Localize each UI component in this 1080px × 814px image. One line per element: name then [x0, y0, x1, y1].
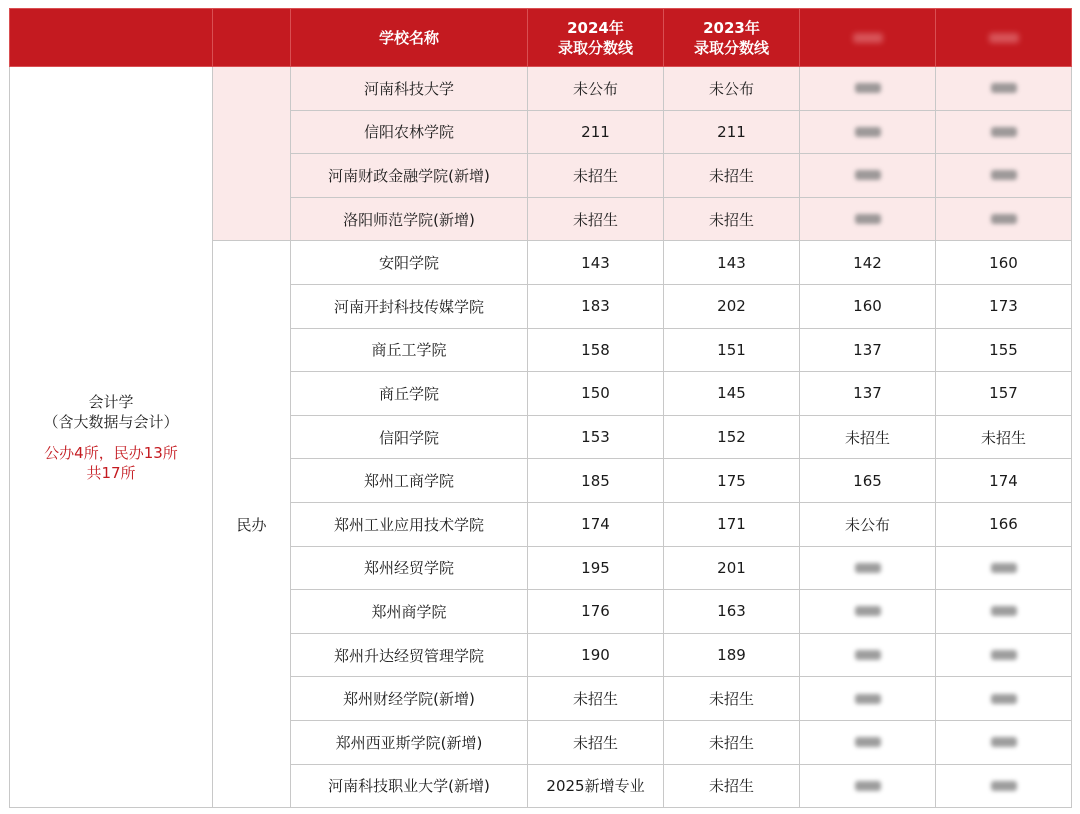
school-name-cell: 郑州工业应用技术学院 — [291, 502, 528, 546]
table-body — [10, 67, 1072, 808]
table-row — [10, 67, 1072, 111]
score-2022-cell — [800, 720, 936, 764]
score-2024-cell: 211 — [528, 110, 664, 154]
blurred-mark — [991, 214, 1017, 224]
header-2021-blurred — [936, 9, 1072, 67]
header-2024-year: 2024年 — [567, 18, 624, 37]
school-name-cell: 郑州工商学院 — [291, 459, 528, 503]
score-2021-cell: 174 — [936, 459, 1072, 503]
score-2022-cell: 165 — [800, 459, 936, 503]
blurred-mark — [853, 33, 883, 43]
score-2024-cell: 190 — [528, 633, 664, 677]
score-2021-cell — [936, 633, 1072, 677]
major-note-line: 公办4所，民办13所 — [44, 443, 178, 462]
blurred-mark — [855, 737, 881, 747]
score-2024-cell: 176 — [528, 590, 664, 634]
blurred-mark — [855, 127, 881, 137]
score-2022-cell: 未公布 — [800, 502, 936, 546]
blurred-mark — [991, 781, 1017, 791]
score-2023-cell: 145 — [664, 372, 800, 416]
major-name-line: 会计学 — [88, 392, 134, 411]
blurred-mark — [989, 33, 1019, 43]
school-name-cell: 郑州商学院 — [291, 590, 528, 634]
blurred-mark — [855, 563, 881, 573]
major-cell — [10, 67, 213, 808]
private-group-label: 民办 — [213, 241, 291, 808]
header-2023-year: 2023年 — [703, 18, 760, 37]
blurred-mark — [991, 170, 1017, 180]
score-2021-cell — [936, 110, 1072, 154]
score-2024-cell: 195 — [528, 546, 664, 590]
school-name-cell: 河南科技职业大学(新增) — [291, 764, 528, 808]
score-2022-cell — [800, 633, 936, 677]
blurred-mark — [991, 563, 1017, 573]
blurred-mark — [855, 83, 881, 93]
score-2023-cell: 163 — [664, 590, 800, 634]
score-2021-cell — [936, 764, 1072, 808]
school-name-cell: 郑州经贸学院 — [291, 546, 528, 590]
score-2023-cell: 211 — [664, 110, 800, 154]
score-2024-cell: 未公布 — [528, 67, 664, 111]
blurred-mark — [855, 650, 881, 660]
blurred-mark — [855, 694, 881, 704]
score-2023-cell: 202 — [664, 284, 800, 328]
header-2024 — [528, 9, 664, 67]
score-2021-cell: 173 — [936, 284, 1072, 328]
score-2024-cell: 174 — [528, 502, 664, 546]
header-school-name: 学校名称 — [291, 9, 528, 67]
school-name-cell: 郑州财经学院(新增) — [291, 677, 528, 721]
school-name-cell: 商丘工学院 — [291, 328, 528, 372]
score-2022-cell — [800, 764, 936, 808]
score-2022-cell: 未招生 — [800, 415, 936, 459]
score-2023-cell: 未招生 — [664, 677, 800, 721]
score-2021-cell: 155 — [936, 328, 1072, 372]
score-2022-cell — [800, 154, 936, 198]
school-name-cell: 河南科技大学 — [291, 67, 528, 111]
blurred-mark — [991, 606, 1017, 616]
score-2024-cell: 185 — [528, 459, 664, 503]
score-2021-cell — [936, 590, 1072, 634]
score-2022-cell — [800, 67, 936, 111]
blurred-mark — [855, 781, 881, 791]
school-name-cell: 安阳学院 — [291, 241, 528, 285]
school-name-cell: 河南开封科技传媒学院 — [291, 284, 528, 328]
score-2022-cell — [800, 677, 936, 721]
header-type-cell — [213, 9, 291, 67]
school-name-cell: 洛阳师范学院(新增) — [291, 197, 528, 241]
school-name-cell: 河南财政金融学院(新增) — [291, 154, 528, 198]
score-2024-cell: 143 — [528, 241, 664, 285]
major-name-line: （含大数据与会计） — [43, 412, 179, 431]
blurred-mark — [855, 606, 881, 616]
blurred-mark — [991, 694, 1017, 704]
score-2024-cell: 未招生 — [528, 720, 664, 764]
score-2021-cell: 166 — [936, 502, 1072, 546]
score-2024-cell: 2025新增专业 — [528, 764, 664, 808]
score-2023-cell: 152 — [664, 415, 800, 459]
blurred-mark — [991, 83, 1017, 93]
score-2024-cell: 未招生 — [528, 154, 664, 198]
table-header-row — [10, 9, 1072, 67]
blurred-mark — [855, 170, 881, 180]
score-2023-cell: 171 — [664, 502, 800, 546]
score-2024-cell: 158 — [528, 328, 664, 372]
blurred-mark — [855, 214, 881, 224]
school-name-cell: 郑州西亚斯学院(新增) — [291, 720, 528, 764]
major-note-line: 共17所 — [86, 463, 136, 482]
score-2024-cell: 未招生 — [528, 677, 664, 721]
admission-score-table — [9, 8, 1072, 808]
score-2021-cell — [936, 197, 1072, 241]
score-2024-cell: 153 — [528, 415, 664, 459]
school-name-cell: 信阳农林学院 — [291, 110, 528, 154]
score-2023-cell: 151 — [664, 328, 800, 372]
header-2024-label: 录取分数线 — [557, 38, 633, 57]
score-2021-cell — [936, 546, 1072, 590]
score-2022-cell: 160 — [800, 284, 936, 328]
score-2021-cell — [936, 154, 1072, 198]
score-2023-cell: 未招生 — [664, 720, 800, 764]
school-name-cell: 郑州升达经贸管理学院 — [291, 633, 528, 677]
school-name-cell: 信阳学院 — [291, 415, 528, 459]
score-2023-cell: 201 — [664, 546, 800, 590]
score-2023-cell: 未招生 — [664, 197, 800, 241]
score-2022-cell — [800, 546, 936, 590]
score-2023-cell: 未招生 — [664, 764, 800, 808]
score-2022-cell: 137 — [800, 372, 936, 416]
header-2022-blurred — [800, 9, 936, 67]
blurred-mark — [991, 737, 1017, 747]
school-name-cell: 商丘学院 — [291, 372, 528, 416]
score-2021-cell — [936, 677, 1072, 721]
header-2023-label: 录取分数线 — [693, 38, 769, 57]
score-2021-cell: 160 — [936, 241, 1072, 285]
score-2023-cell: 175 — [664, 459, 800, 503]
score-2021-cell: 157 — [936, 372, 1072, 416]
score-2021-cell — [936, 720, 1072, 764]
score-2024-cell: 150 — [528, 372, 664, 416]
blurred-mark — [991, 650, 1017, 660]
score-2023-cell: 189 — [664, 633, 800, 677]
public-group-cell — [213, 67, 291, 241]
score-2022-cell — [800, 197, 936, 241]
score-2024-cell: 未招生 — [528, 197, 664, 241]
score-2022-cell: 142 — [800, 241, 936, 285]
header-major-cell — [10, 9, 213, 67]
score-2022-cell — [800, 590, 936, 634]
blurred-mark — [991, 127, 1017, 137]
score-2024-cell: 183 — [528, 284, 664, 328]
score-2021-cell — [936, 67, 1072, 111]
score-2023-cell: 未招生 — [664, 154, 800, 198]
score-2023-cell: 未公布 — [664, 67, 800, 111]
score-2021-cell: 未招生 — [936, 415, 1072, 459]
header-2023 — [664, 9, 800, 67]
score-2022-cell: 137 — [800, 328, 936, 372]
score-2022-cell — [800, 110, 936, 154]
score-2023-cell: 143 — [664, 241, 800, 285]
